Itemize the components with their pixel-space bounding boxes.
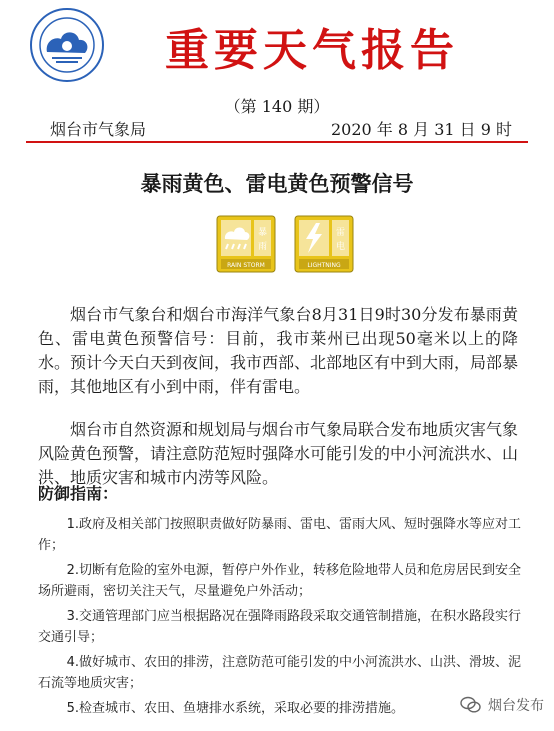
issue-number: （第 140 期） (224, 97, 330, 116)
rainstorm-signal-label: RAIN STORM (227, 262, 265, 269)
guide-item: 2.切断有危险的室外电源，暂停户外作业，转移危险地带人员和危房居民到安全场所避雨，密切关注天气，尽量避免户外活动； (38, 563, 521, 599)
issuing-agency: 烟台市气象局 (50, 120, 147, 139)
header-divider (26, 141, 528, 143)
guide-item: 1.政府及相关部门按照职责做好防暴雨、雷电、雷雨大风、短时强降水等应对工作； (38, 517, 521, 553)
svg-text:电: 电 (335, 242, 346, 252)
lightning-yellow-signal (294, 215, 354, 273)
issue-datetime: 2020 年 8 月 31 日 9 时 (330, 120, 512, 139)
svg-text:雨: 雨 (257, 242, 268, 252)
geohazard-paragraph: 烟台市自然资源和规划局与烟台市气象局联合发布地质灾害气象风险黄色预警，请注意防范短时强降水可能引发的中小河流洪水、山洪、地质灾害和城市内涝等风险。 (38, 420, 519, 487)
warning-paragraph: 烟台市气象台和烟台市海洋气象台8月31日9时30分发布暴雨黄色、雷电黄色预警信号：目前，我市莱州已出现50毫米以上的降水。预计今天白天到夜间，我市西部、北部地区有中到大雨，局部暴雨，其他地区有小到中雨，伴有雷电。 (38, 305, 519, 396)
guide-item: 5.检查城市、农田、鱼塘排水系统，采取必要的排涝措施。 (66, 701, 404, 716)
svg-text:暴: 暴 (257, 228, 268, 238)
guide-item: 4.做好城市、农田的排涝，注意防范可能引发的中小河流洪水、山洪、滑坡、泥石流等地质灾害； (38, 655, 521, 691)
document-title: 暴雨黄色、雷电黄色预警信号 (140, 171, 414, 196)
svg-text:雷: 雷 (335, 228, 346, 238)
report-title: 重要天气报告 (165, 25, 459, 76)
watermark-text: 烟台发布 (488, 698, 544, 714)
guide-item: 3.交通管理部门应当根据路况在强降雨路段采取交通管制措施，在积水路段实行交通引导； (38, 609, 521, 645)
wechat-icon (460, 696, 482, 714)
defense-guide-list (38, 514, 530, 723)
lightning-signal-label: LIGHTNING (307, 262, 341, 269)
rainstorm-yellow-signal (216, 215, 276, 273)
source-watermark (460, 695, 544, 715)
defense-guide-heading: 防御指南： (38, 484, 119, 503)
